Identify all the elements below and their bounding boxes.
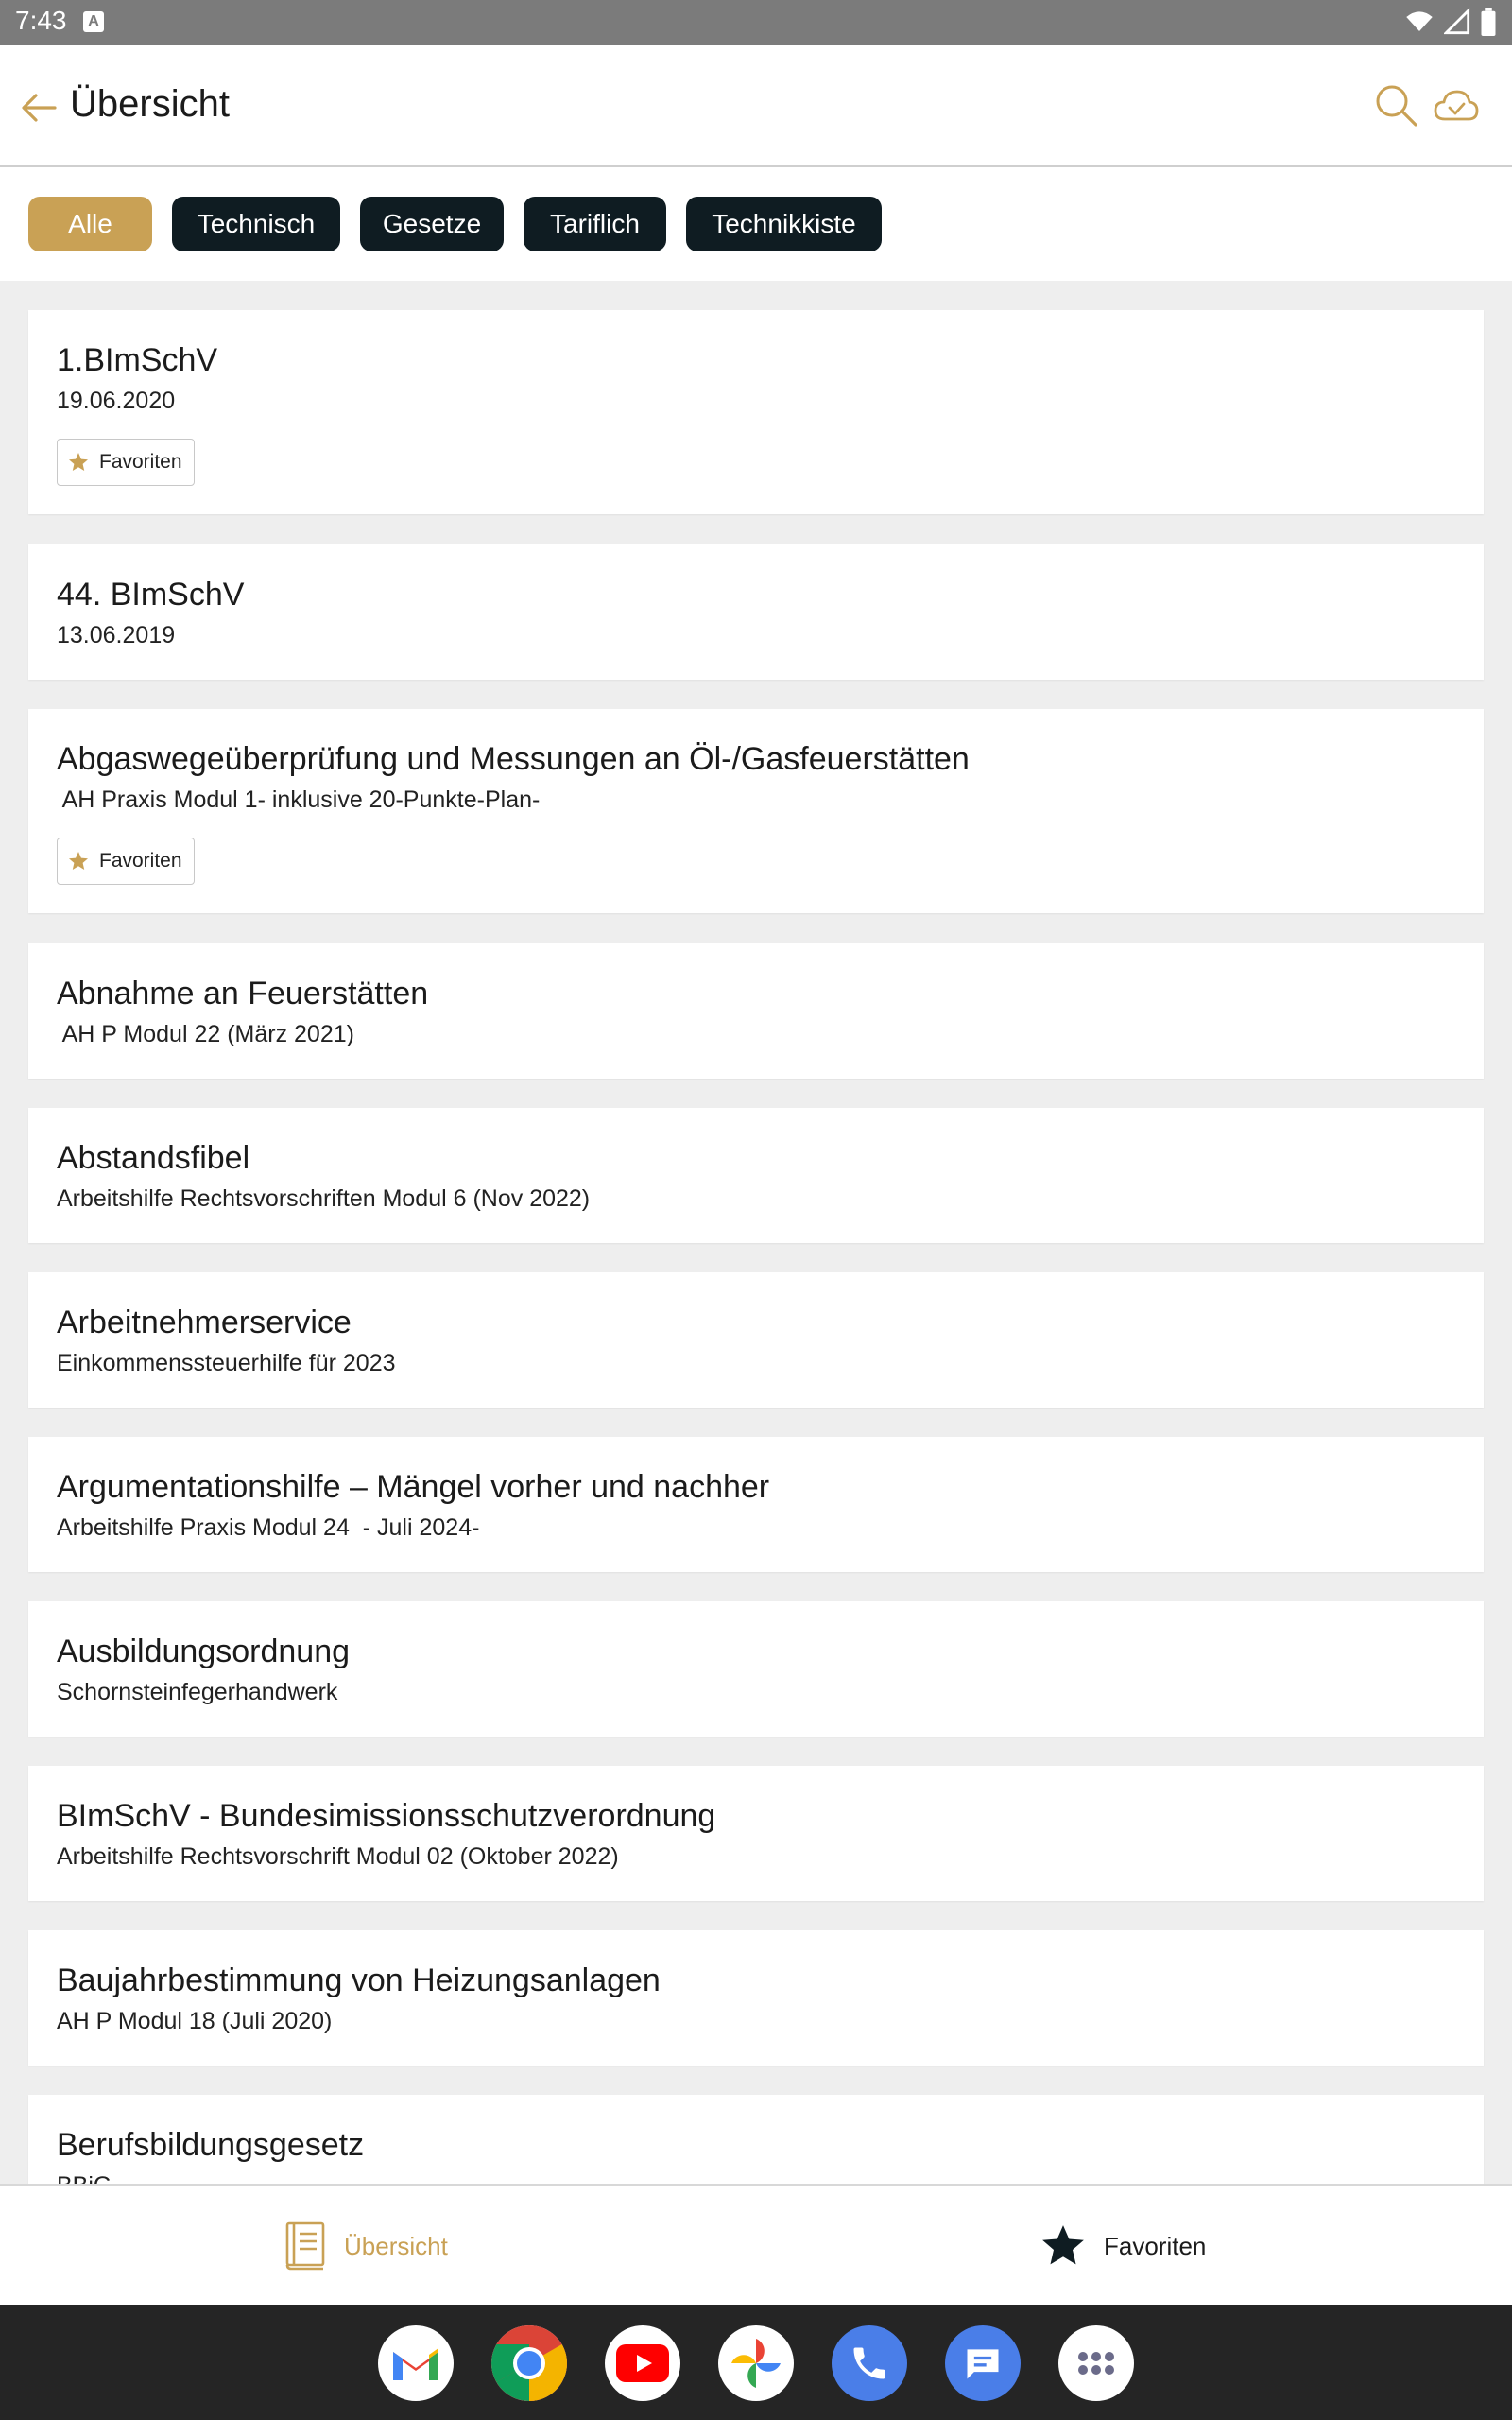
filter-bar	[0, 167, 1512, 281]
cloud-sync-icon[interactable]	[1433, 87, 1480, 125]
item-subtitle: Einkommenssteuerhilfe für 2023	[57, 1350, 396, 1376]
back-arrow-icon[interactable]	[17, 85, 62, 130]
star-icon	[67, 850, 90, 873]
favorite-tag-label: Favoriten	[99, 451, 182, 473]
page-title: Übersicht	[70, 83, 230, 125]
app-bar	[0, 45, 1512, 167]
phone-icon[interactable]	[832, 2325, 907, 2401]
star-icon	[67, 451, 90, 474]
favorite-tag[interactable]	[57, 439, 195, 486]
item-title: BImSchV - Bundesimissionsschutzverordnung	[57, 1798, 716, 1834]
list-item[interactable]	[28, 1766, 1484, 1901]
nav-tab-label: Übersicht	[344, 2231, 448, 2260]
item-title: Arbeitnehmerservice	[57, 1305, 352, 1340]
item-subtitle: AH Praxis Modul 1- inklusive 20-Punkte-Plan-	[57, 786, 541, 813]
list-item[interactable]	[28, 1437, 1484, 1572]
item-subtitle: Arbeitshilfe Rechtsvorschrift Modul 02 (Oktober 2022)	[57, 1843, 619, 1870]
filter-chip-technisch[interactable]: Technisch	[172, 197, 340, 251]
item-title: Abnahme an Feuerstätten	[57, 976, 429, 1011]
item-subtitle: Arbeitshilfe Rechtsvorschriften Modul 6 (Nov 2022)	[57, 1185, 591, 1212]
photos-icon[interactable]	[718, 2325, 794, 2401]
favorite-tag-label: Favoriten	[99, 850, 182, 872]
gmail-icon[interactable]	[378, 2325, 454, 2401]
wifi-icon	[1405, 8, 1434, 36]
system-dock	[0, 2305, 1512, 2420]
list-item[interactable]	[28, 310, 1484, 514]
item-subtitle: AH P Modul 18 (Juli 2020)	[57, 2008, 333, 2034]
chrome-icon[interactable]	[491, 2325, 567, 2401]
book-icon	[284, 2221, 327, 2272]
list-item[interactable]	[28, 943, 1484, 1079]
app-drawer-icon[interactable]	[1058, 2325, 1134, 2401]
nav-tab-label: Favoriten	[1104, 2231, 1207, 2260]
messages-icon[interactable]	[945, 2325, 1021, 2401]
star-icon	[1040, 2222, 1087, 2270]
bottom-navigation	[0, 2184, 1512, 2307]
item-subtitle: Schornsteinfegerhandwerk	[57, 1679, 338, 1705]
list-item[interactable]	[28, 1601, 1484, 1737]
item-subtitle: 13.06.2019	[57, 622, 176, 648]
item-title: Argumentationshilfe – Mängel vorher und nachher	[57, 1469, 770, 1505]
notification-badge: A	[83, 11, 104, 32]
item-title: 44. BImSchV	[57, 577, 245, 613]
list-item[interactable]	[28, 544, 1484, 680]
search-icon[interactable]	[1372, 81, 1419, 129]
item-subtitle: AH P Modul 22 (März 2021)	[57, 1021, 354, 1047]
filter-chip-technikkiste[interactable]: Technikkiste	[686, 197, 882, 251]
list-item[interactable]	[28, 1108, 1484, 1243]
item-title: Ausbildungsordnung	[57, 1634, 351, 1669]
status-bar	[0, 0, 1512, 45]
youtube-icon[interactable]	[605, 2325, 680, 2401]
item-subtitle: Arbeitshilfe Praxis Modul 24 - Juli 2024-	[57, 1514, 480, 1541]
item-subtitle: 19.06.2020	[57, 388, 176, 414]
item-title: Baujahrbestimmung von Heizungsanlagen	[57, 1962, 661, 1998]
nav-tab-uebersicht[interactable]	[284, 2186, 448, 2307]
item-title: Berufsbildungsgesetz	[57, 2127, 365, 2163]
filter-chip-gesetze[interactable]: Gesetze	[360, 197, 504, 251]
system-icons	[1400, 8, 1497, 38]
item-title: 1.BImSchV	[57, 342, 218, 378]
favorite-tag[interactable]	[57, 838, 195, 885]
item-title: Abgaswegeüberprüfung und Messungen an Öl-/Gasfeuerstätten	[57, 741, 970, 777]
filter-chip-tariflich[interactable]: Tariflich	[524, 197, 666, 251]
filter-chip-alle[interactable]: Alle	[28, 197, 152, 251]
status-time: 7:43	[15, 6, 67, 35]
list-item[interactable]	[28, 709, 1484, 913]
item-title: Abstandsfibel	[57, 1140, 250, 1176]
battery-icon	[1480, 8, 1497, 36]
signal-icon	[1444, 8, 1470, 36]
list-item[interactable]	[28, 1272, 1484, 1408]
list-item[interactable]	[28, 1930, 1484, 2066]
nav-tab-favoriten[interactable]	[1040, 2186, 1206, 2307]
